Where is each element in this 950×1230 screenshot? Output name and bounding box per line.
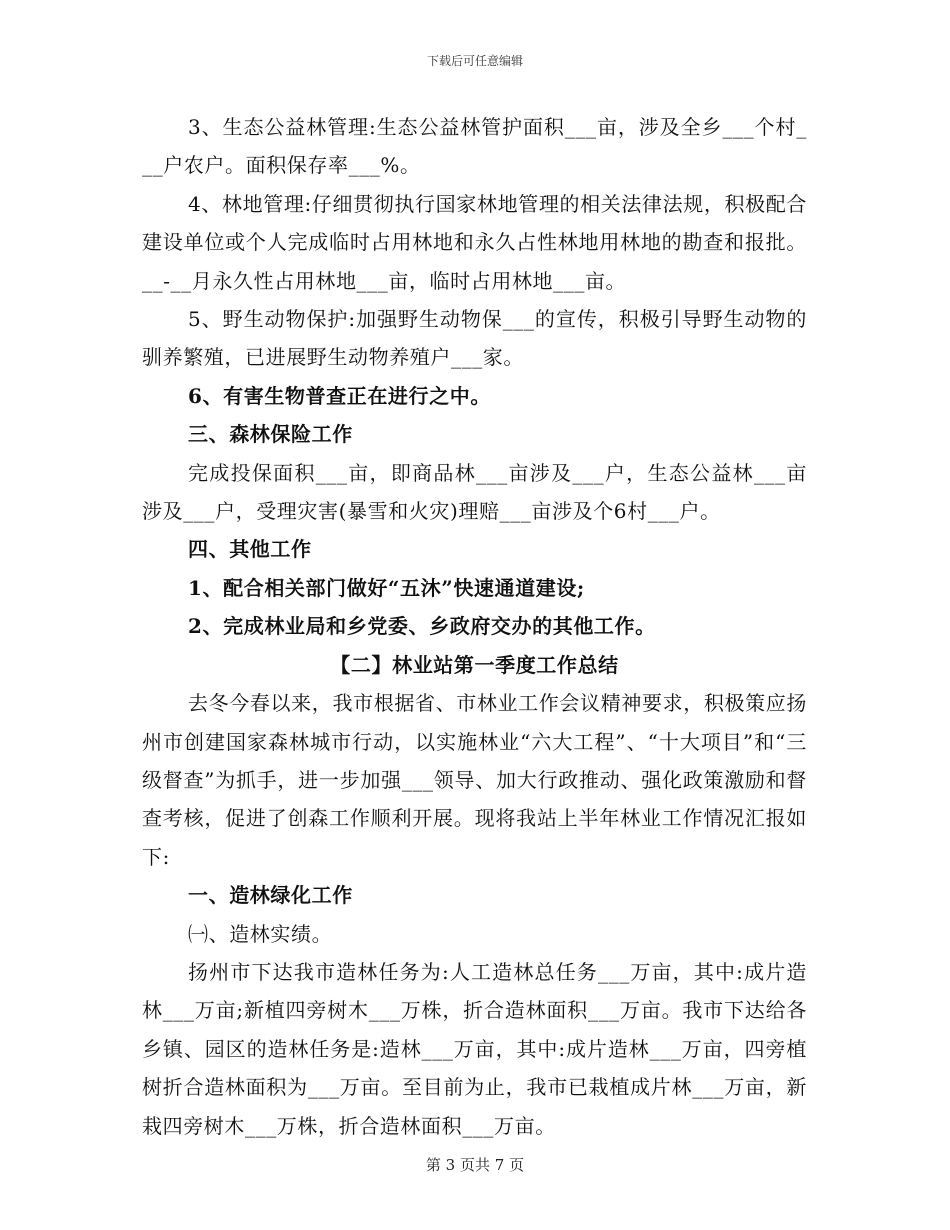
paragraph-wildlife: 5、野生动物保护:加强野生动物保___的宣传，积极引导野生动物的驯养繁殖，已进展野生动物养殖户___家。 (142, 307, 807, 370)
paragraph-afforestation-tasks: 扬州市下达我市造林任务为:人工造林总任务___万亩，其中:成片造林___万亩;新植四旁树木___万株，折合造林面积___万亩。我市下达给各乡镇、园区的造林任务是:造林___万亩，其中:成片造林___万亩，四旁植树折合造林面积为___万亩。至目前为止，我市已栽植成片林___万亩，新栽四旁树木___万株，折合造林面积___万亩。 (142, 959, 807, 1138)
paragraph-insurance: 完成投保面积___亩，即商品林___亩涉及___户，生态公益林___亩涉及___户，受理灾害(暴雪和火灾)理赔___亩涉及个6村___户。 (142, 460, 807, 524)
paragraph-intro: 去冬今春以来，我市根据省、市林业工作会议精神要求，积极策应扬州市创建国家森林城市行动，以实施林业“六大工程”、“十大项目”和“三级督查”为抓手，进一步加强___领导、加大行政推动、强化政策激励和督查考核，促进了创森工作顺利开展。现将我站上半年林业工作情况汇报如下: (142, 691, 807, 869)
page-number: 第 3 页共 7 页 (425, 1156, 525, 1174)
heading-other-work: 四、其他工作 (188, 537, 312, 562)
page-header: 下载后可任意编辑 (426, 54, 523, 68)
paragraph-ecological-forest: 3、生态公益林管理:生态公益林管护面积___亩，涉及全乡___个村___户农户。面积保存率___%。 (142, 115, 807, 178)
item-assigned-work: 2、完成林业局和乡党委、乡政府交办的其他工作。 (188, 614, 656, 639)
paragraph-forest-land: 4、林地管理:仔细贯彻执行国家林地管理的相关法律法规，积极配合建设单位或个人完成临时占用林地和永久占性林地用林地的勘查和报批。__-__月永久性占用林地___亩，临时占用林地___亩。 (142, 191, 807, 293)
document-body (142, 108, 807, 1145)
subheading-afforestation-results: ㈠、造林实绩。 (188, 921, 333, 946)
heading-afforestation: 一、造林绿化工作 (188, 883, 353, 908)
heading-forest-insurance: 三、森林保险工作 (188, 422, 353, 447)
section-title: 【二】林业站第一季度工作总结 (330, 652, 619, 677)
paragraph-pest-survey: 6、有害生物普查正在进行之中。 (188, 383, 491, 408)
item-expressway: 1、配合相关部门做好“五沐”快速通道建设; (188, 575, 585, 600)
